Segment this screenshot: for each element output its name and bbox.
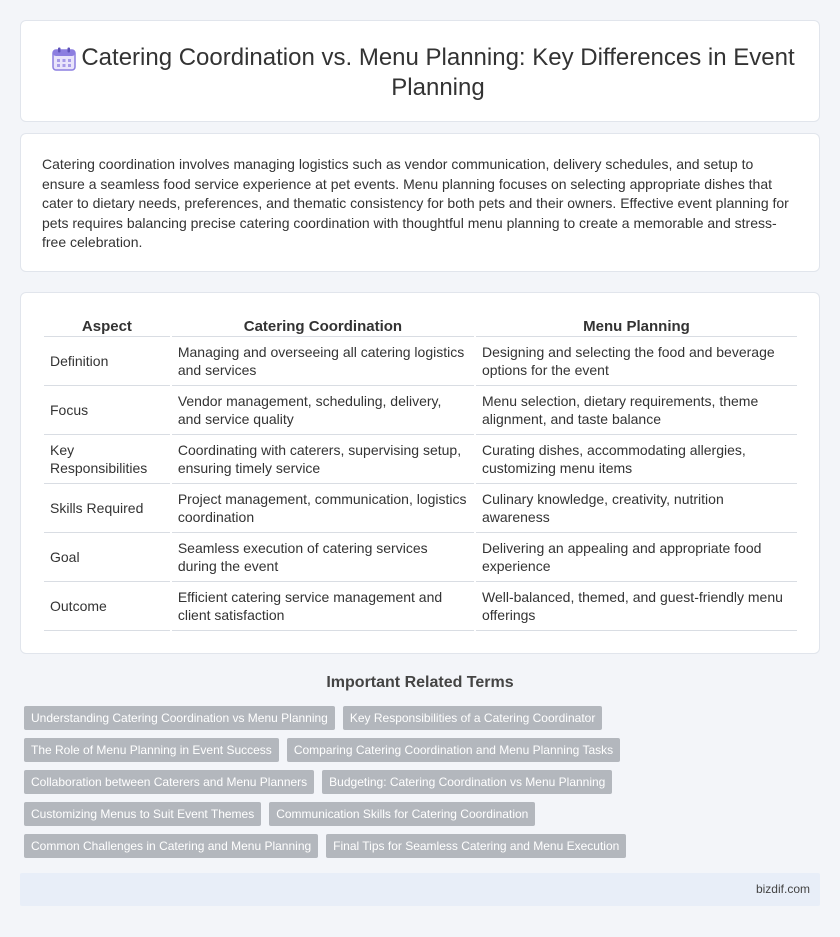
calendar-icon [51, 46, 77, 72]
row-catering: Vendor management, scheduling, delivery, and service quality [172, 386, 474, 435]
related-tag[interactable]: Budgeting: Catering Coordination vs Menu Planning [322, 770, 612, 794]
row-catering: Seamless execution of catering services during the event [172, 533, 474, 582]
row-menu: Culinary knowledge, creativity, nutrition awareness [476, 484, 797, 533]
row-menu: Well-balanced, themed, and guest-friendly menu offerings [476, 582, 797, 631]
table-row [44, 582, 797, 631]
row-menu: Curating dishes, accommodating allergies, customizing menu items [476, 435, 797, 484]
row-menu: Menu selection, dietary requirements, theme alignment, and taste balance [476, 386, 797, 435]
row-aspect: Focus [44, 386, 170, 435]
title-card [20, 20, 820, 122]
intro-paragraph: Catering coordination involves managing logistics such as vendor communication, delivery schedules, and setup to ensure a seamless food service experience at pet events. Menu planning focuses on selecting appropriate dishes that cater to dietary needs, preferences, and thematic consistency for both pets and their owners. Effective event planning for pets requires balancing precise catering coordination with thoughtful menu planning to create a memorable and stress-free celebration. [42, 156, 789, 251]
table-row [44, 337, 797, 386]
table-row [44, 533, 797, 582]
row-catering: Efficient catering service management and client satisfaction [172, 582, 474, 631]
related-tag[interactable]: Comparing Catering Coordination and Menu Planning Tasks [287, 738, 620, 762]
row-menu: Designing and selecting the food and beverage options for the event [476, 337, 797, 386]
related-tag[interactable]: Understanding Catering Coordination vs Menu Planning [24, 706, 335, 730]
intro-card [20, 133, 820, 272]
related-tag[interactable]: Collaboration between Caterers and Menu Planners [24, 770, 314, 794]
row-catering: Coordinating with caterers, supervising setup, ensuring timely service [172, 435, 474, 484]
related-terms-title: Important Related Terms [326, 674, 514, 691]
table-row [44, 484, 797, 533]
row-catering: Managing and overseeing all catering logistics and services [172, 337, 474, 386]
row-menu: Delivering an appealing and appropriate food experience [476, 533, 797, 582]
related-tag[interactable]: Key Responsibilities of a Catering Coordinator [343, 706, 602, 730]
related-terms-list [24, 706, 824, 866]
row-aspect: Goal [44, 533, 170, 582]
table-header-row [44, 313, 797, 337]
table-row [44, 435, 797, 484]
row-aspect: Key Responsibilities [44, 435, 170, 484]
comparison-table-card [20, 292, 820, 654]
table-row [44, 386, 797, 435]
row-aspect: Definition [44, 337, 170, 386]
related-tag[interactable]: Communication Skills for Catering Coordination [269, 802, 535, 826]
comparison-table [42, 313, 799, 631]
row-aspect: Outcome [44, 582, 170, 631]
related-tag[interactable]: Final Tips for Seamless Catering and Menu Execution [326, 834, 626, 858]
page-title: Catering Coordination vs. Menu Planning: Key Differences in Event Planning [81, 44, 795, 101]
footer-site-link[interactable]: bizdif.com [755, 882, 810, 896]
header-catering-coordination: Catering Coordination [172, 313, 474, 337]
header-aspect: Aspect [44, 313, 170, 337]
related-tag[interactable]: The Role of Menu Planning in Event Success [24, 738, 279, 762]
related-tag[interactable]: Customizing Menus to Suit Event Themes [24, 802, 261, 826]
header-menu-planning: Menu Planning [476, 313, 797, 337]
row-catering: Project management, communication, logistics coordination [172, 484, 474, 533]
related-tag[interactable]: Common Challenges in Catering and Menu Planning [24, 834, 318, 858]
footer [20, 873, 820, 906]
row-aspect: Skills Required [44, 484, 170, 533]
